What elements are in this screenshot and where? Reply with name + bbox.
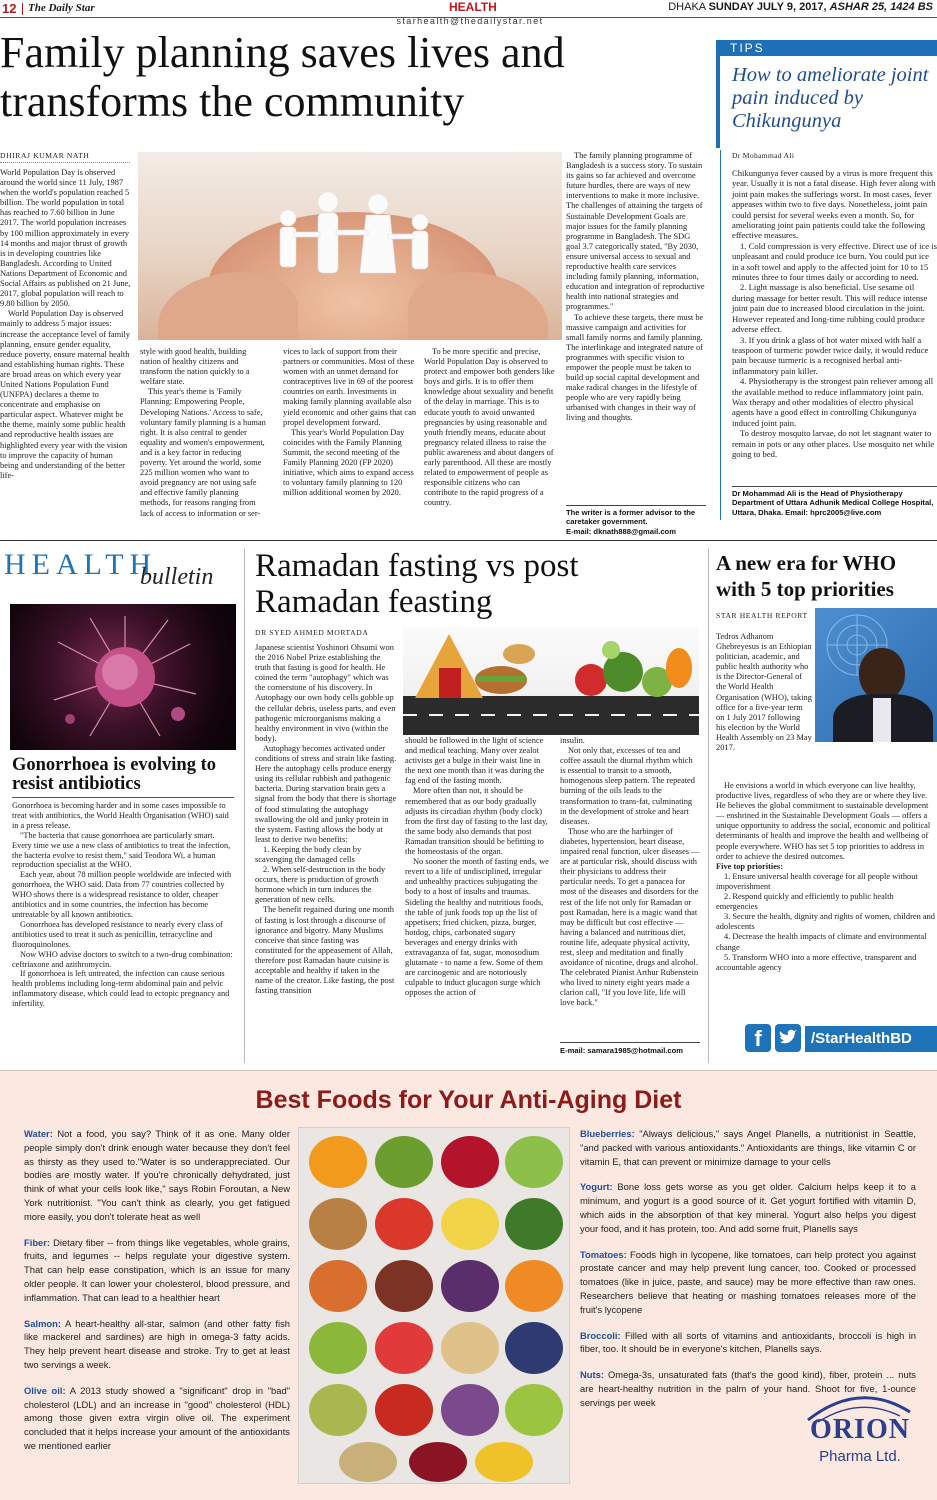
ramadan-paragraph: Japanese scientist Yoshinori Ohsumi won the 2016 Nobel Prize establishing the truth that fasting is good for health. He coined the term "autophagy" which was the cornerstone of his discovery. In Autophagy our own body cells gobble up the cellular debris, useless parts, and even pathogenic microorganisms making a healthy environment in vivo (within the body). <box>255 643 396 743</box>
sponsor-name: ORION <box>810 1414 910 1445</box>
social-handle[interactable]: /StarHealthBD <box>805 1026 937 1052</box>
hand-left <box>158 272 298 340</box>
food-key: Nuts: <box>580 1369 604 1381</box>
tips-body <box>732 168 937 459</box>
bulletin-logo <box>0 548 240 596</box>
lead-bio-text: The writer is a former advisor to the caretaker government. <box>566 508 696 527</box>
food-item-fiber <box>24 1236 290 1305</box>
food-key: Salmon: <box>24 1317 61 1329</box>
ramadan-paragraph: Not only that, excesses of tea and coffee assault the diurnal rhythm which is essential to transit to a smooth, homogenous sleep pattern. The repeated burning of the oils leads to the transformation to trans-fat, culminating in the development of stroke and heart diseases. <box>560 746 695 826</box>
tips-byline: Dr Mohammad Ali <box>732 151 795 160</box>
section-separator <box>0 540 937 541</box>
bowl-lentils <box>309 1260 367 1312</box>
bulletin-rule <box>12 797 234 798</box>
lead-paragraph: World Population Day is observed mainly to address 5 major issues: increase the acceptance level of family planning, ensure gender equality, reduce poverty, ensure maternal health and establishing human rights. These are broad areas on which every year United Nations Population Fund (UNFPA) declares a theme to concentrate and emphasise on particular aspect. Whatever might be the theme, mainly some public health and reproductive health issues are highlighted every year with the vision to improve the capacity of human being and understanding of the better life- <box>0 309 130 480</box>
ramadan-bio-rule <box>560 1042 700 1043</box>
who-body <box>716 781 937 973</box>
social-banner[interactable] <box>745 1024 937 1054</box>
lead-col-3 <box>283 347 417 498</box>
who-priority: 3. Secure the health, dignity and rights of women, children and adolescents <box>716 912 935 932</box>
bowl-greens <box>375 1136 433 1188</box>
sponsor-sub: Pharma Ltd. <box>819 1448 901 1465</box>
lead-paragraph: To be more specific and precise, World Population Day is observed to protect and empower both genders like boys and girls. It is to offer them knowledge about sexuality and benefit of the delay in marriage. This is to educate youth to avoid unwanted pregnancies by using reasonable and youth friendly means, educate about pregnancy related illness to raise the public awareness and about dangers of early parenthood. All these are mostly related to empowerment of people as responsible citizens who can contribute to the rapid progress of a country. <box>424 347 555 508</box>
lead-hero-image <box>138 152 562 340</box>
date-city: DHAKA <box>668 1 706 13</box>
lead-author-bio <box>566 508 706 536</box>
tips-title: How to ameliorate joint pain induced by Chikungunya <box>732 64 929 132</box>
dateline <box>668 1 933 13</box>
bulletin-paragraph: Now WHO advise doctors to switch to a two-drug combination: ceftriaxone and azithromycin. <box>12 949 233 969</box>
sponsor-logo <box>790 1390 930 1480</box>
lead-paragraph: vices to lack of support from their partners or communities. Most of these women with an unmet demand for contraceptives live in 69 of the poorest countries on earth. Investments in making family planning available also yield economic and other gains that can propel development forward. <box>283 347 417 427</box>
bowl-oranges <box>309 1136 367 1188</box>
ramadan-paragraph: insulin. <box>560 736 585 745</box>
lead-paragraph: To achieve these targets, there must be massive campaign and activities for small family norms and family planning. The interlinkage and integrated nature of programmes with specific vision to empower the people must be taken to build up social capital development and make radical changes in the lifestyle of people who are very rapidly being urbanised with changes in their way of living and thoughts. <box>566 312 704 423</box>
food-key: Blueberries: <box>580 1128 635 1139</box>
food-item-blueberries <box>580 1127 916 1168</box>
lead-headline: Family planning saves lives and transforms the community <box>0 28 565 126</box>
tips-box <box>716 30 937 150</box>
who-priority: 5. Transform WHO into a more effective, transparent and accountable agency <box>716 952 917 972</box>
date-main: SUNDAY JULY 9, 2017, <box>708 1 827 13</box>
tips-author-bio: Dr Mohammad Ali is the Head of Physiotherapy Department of Uttara Adhunik Medical College Hospital, Uttara, Dhaka. Email: hprc2005@live.com <box>732 489 934 517</box>
foods-right-column <box>580 1127 916 1422</box>
foods-headline: Best Foods for Your Anti-Aging Diet <box>255 1086 682 1114</box>
ramadan-byline: DR SYED AHMED MORTADA <box>255 628 369 637</box>
bacteria-icon <box>50 614 200 740</box>
paper-name: The Daily Star <box>28 2 95 14</box>
food-text: "Always delicious," says Angel Planells, a nutritionist in Seattle, "and packed with various antioxidants." Antioxidants are things, like vitamin C or vitamin E, that can prevent or minimize damage to your cells <box>580 1128 916 1167</box>
food-text: Filled with all sorts of vitamins and antioxidants, broccoli is high in fiber, too. It should be in everyone's kitchen, Planells says. <box>580 1329 916 1355</box>
bowl-kiwi <box>309 1322 367 1374</box>
tips-label-bar <box>716 40 937 56</box>
foods-left-column <box>24 1127 290 1465</box>
tips-paragraph: 1. Cold compression is very effective. Direct use of ice is unpleasant and could produce ice burn. You could put ice in a soft towel and apply to the affected joint for 10 to 15 minutes three to four times daily or according to need. <box>732 240 937 283</box>
ramadan-col-2 <box>405 736 551 998</box>
bowl-tomatoes <box>375 1198 433 1250</box>
who-paragraph: He envisions a world in which everyone can live healthy, productive lives, regardless of who they are or where they live. He believes the global commitment to sustainable development — enshrined in the Sustainable Development Goals — offers a unique opportunity to address the social, economic and political determinants of health and improve the health and wellbeing of people everywhere. WHO has set 5 top priorities to address in order to achieve the desired outcomes. <box>716 781 931 861</box>
tips-paragraph: 4. Physiotherapy is the strongest pain reliever among all the available method to reduce inflammatory joint pain. Wax therapy and other modalities of electro physical agents have a good effect in controlling Chikungunya induced joint pain. <box>732 376 934 428</box>
page-number: 12 <box>2 1 17 16</box>
bowl-pepper <box>375 1384 433 1436</box>
bulletin-headline: Gonorrhoea is evolving to resist antibiotics <box>12 755 217 794</box>
lead-byline: DHIRAJ KUMAR NATH <box>0 151 130 163</box>
food-text: Bone loss gets worse as you get older. Calcium helps keep it to a minimum, and yogurt is a good source of it. Get yogurt fortified with vitamin D, which aids in the absorption of that key mineral. Yogurt also helps you digest your food, and it has protein, too. And add some fruit, Planells says <box>580 1181 916 1234</box>
bulletin-health-word: HEALTH <box>4 548 158 581</box>
bowl-apple <box>505 1384 563 1436</box>
tips-paragraph: 3. If you drink a glass of hot water mixed with half a teaspoon of turmeric powder twice daily, it would reduce pain because turmeric is a recognised herbal anti-inflammatory pain killer. <box>732 334 929 376</box>
ramadan-paragraph: should be followed in the light of science and medical teaching. Many over zealot activists get a bulge in their waist line in the next one month than it was during the fag end of the fasting month. <box>405 736 545 786</box>
tips-label: TIPS <box>730 41 765 55</box>
food-key: Fiber: <box>24 1236 51 1248</box>
who-priority: 1. Ensure universal health coverage for all people without impoverishment <box>716 871 918 891</box>
lead-paragraph: style with good health, building nation of healthy citizens and transform the nation quickly to a welfare state. <box>140 347 250 387</box>
food-item-olive-oil <box>24 1384 290 1453</box>
food-key: Broccoli: <box>580 1329 621 1341</box>
ramadan-paragraph: 1. Keeping the body clean by scavenging the damaged cells <box>255 844 362 864</box>
tips-paragraph: 2. Light massage is also beneficial. Use sesame oil during massage for better result. This will reduce intense joint pain due to increased blood circulation in the joint. However repeated and long-time rubbing could produce adverse effect. <box>732 282 928 335</box>
who-byline: STAR HEALTH REPORT <box>716 611 808 620</box>
food-key: Water: <box>24 1128 53 1139</box>
feast-vs-fast-image <box>403 626 699 735</box>
family-figures-icon <box>248 172 458 282</box>
junk-food-icon <box>409 628 539 702</box>
lead-col-2 <box>140 347 268 519</box>
bulletin-paragraph: Gonorrhoea is becoming harder and in some cases impossible to treat with antibiotics, the World Health Organisation (WHO) said in a press release. <box>12 801 229 830</box>
ramadan-paragraph: The benefit regained during one month of fasting is lost through a discourse of ignorance and bigotry. Many Muslims conceive that since fasting was constituted for the appeasement of Allah, therefore post Ramadan haute cuisine is acceptable and healthy if taken in the name of the creator. Like fasting, the post fasting transition <box>255 905 395 996</box>
bowl-peas <box>505 1136 563 1188</box>
food-text: A heart-healthy all-star, salmon (and other fatty fish like mackerel and sardines) are high in omega-3 fatty acids. They help prevent heart disease and stroke. Try to get at least two servings a week. <box>24 1317 290 1370</box>
food-key: Yogurt: <box>580 1181 613 1193</box>
food-text: A 2013 study showed a "significant" drop in "bad" cholesterol (LDL) and an increase in "good" cholesterol (HDL) among those given extra virgin olive oil. The experiment concluded that it helps increase your amount of the antioxidants we mentioned earlier <box>24 1384 291 1451</box>
tips-paragraph: To destroy mosquito larvae, do not let stagnant water to remain in pots or any other places. Use mosquito net while going to bed. <box>732 428 935 459</box>
ramadan-paragraph: 2. When self-destruction in the body occurs, there is production of growth hormone which in turn induces the generation of new cells. <box>255 865 386 905</box>
ramadan-col-3 <box>560 736 700 1009</box>
bowl-cherries <box>409 1442 467 1482</box>
bulletin-paragraph: Each year, about 78 million people worldwide are infected with gonorrhoea, the WHO said. Data from 77 countries collected by WHO shows there is a widespread resistance to older, cheaper antibiotics and in some countries, the infection has become untreatable by all known antibiotics. <box>12 870 232 919</box>
ramadan-author-email: E-mail: samara1985@hotmail.com <box>560 1046 684 1055</box>
hand-right <box>408 272 548 340</box>
bowl-grapes <box>441 1260 499 1312</box>
lead-paragraph: This year's World Population Day coincides with the Family Planning Summit, the second meeting of the Family Planning 2020 (FP 2020) initiative, which aims to expand access to voluntary family planning to 120 million additional women by 2020. <box>283 427 414 498</box>
column-rule <box>708 548 709 1063</box>
ramadan-paragraph: Autophagy becomes activated under conditions of stress and strain like fasting. Here the autophagy cells produce energy using its cellular rubbish and pathogenic bacteria. During starvation brain gets a signal from the body that there is shortage of food stimulating the autophagy swallowing the old and junky protein in the system. Fasting allows the body at least to derive two benefits: <box>255 743 397 844</box>
tips-paragraph: Chikungunya fever caused by a virus is more frequent this year. Usually it is not a fatal disease. High fever along with joint pain makes the sufferings worst. In most cases, fever appeases within two to five days. Nonetheless, joint pain could persist for several weeks even a month. So, for ameliorating joint pain patients could take the following effective measures. <box>732 168 936 241</box>
food-key: Olive oil: <box>24 1384 66 1396</box>
twitter-bird-icon <box>775 1024 801 1052</box>
vegetables-icon <box>571 632 695 704</box>
bowl-chickpeas <box>441 1322 499 1374</box>
tips-column-rule <box>720 150 721 520</box>
lead-paragraph: This year's theme is 'Family Planning: Empowering People, Developing Nations.' Access to safe, voluntary family planning is a human right. It is also central to gender equality and women's empowerment, and is a key factor in reducing poverty. Yet around the world, some 225 million women who want to avoid pregnancy are not using safe and effective family planning methods, for reasons ranging from lack of access to information or ser- <box>140 387 266 518</box>
who-priority: 2. Respond quickly and efficiently to public health emergencies <box>716 892 894 912</box>
lead-bio-email: E-mail: dknath888@gmail.com <box>566 526 676 536</box>
food-item-broccoli <box>580 1329 916 1357</box>
ramadan-paragraph: Those who are the harbinger of diabetes, hypertension, heart disease, impaired renal function, ulcer diseases — are at particular risk, should discuss with their physicians to address their particular needs. To get a panacea for most of the diseases and disorders for the rest of the life not only for Ramadan or post Ramadan, here is a magic wand that may be difficult but cost effective — having a balanced and nutritious diet, routine life, adequate physical activity, rest, sleep and meditation and finally avoidance of nicotine, drugs and alcohol. The celebrated Pianist Arthur Rubenstein who lived to ninety eight years made a clarion call, "If you love life, life will love back." <box>560 826 700 1008</box>
food-text: Dietary fiber -- from things like vegetables, whole grains, fruits, and legumes -- helps regulate your digestive system. That can help ease constipation, which is an issue for many older people. It can lower your cholesterol, blood pressure, and inflammation. That can lead to a healthier heart <box>24 1236 290 1303</box>
who-portrait <box>815 608 937 742</box>
bowl-corn <box>475 1442 533 1482</box>
portrait-head <box>859 648 905 700</box>
bowl-berries <box>441 1136 499 1188</box>
bulletin-body <box>12 801 236 1009</box>
who-priority: 4. Decrease the health impacts of climate and environmental change <box>716 932 927 952</box>
food-item-salmon <box>24 1317 290 1372</box>
ramadan-headline: Ramadan fasting vs post Ramadan feasting <box>255 548 579 620</box>
date-bangla: ASHAR 25, 1424 BS <box>829 1 933 13</box>
heart-bowls-image <box>298 1127 570 1484</box>
food-item-tomatoes <box>580 1248 916 1317</box>
section-email: starhealth@thedailystar.net <box>396 16 544 26</box>
lead-paragraph: The family planning programme of Bangladesh is a success story. To sustain its gains so far achieved and overcome future hurdles, there are ways of new interventions to make it more inclusive. The challenges of attaining the targets of Sustainable Development Goals are major issues for the family planning programme in Bangladesh. The SDG goal 3.7 categorically stated, "By 2030, ensure universal access to sexual and reproductive health care services including family planning, information, education and integration of reproductive health into national strategies and programmes." <box>566 151 705 312</box>
tips-bio-rule <box>732 486 937 487</box>
lead-col-1 <box>0 168 131 481</box>
food-text: Not a food, you say? Think of it as one. Many older people simply don't drink enough water because they don't feel as thirsty as they used to."Water is so underappreciated. Our bodies are mostly water. If you're chronically dehydrated, just think of what your cells look like," says Robin Foroutan, a New York nutritionist. "You can't think as clearly, you get fatigued more easily, you don't tolerate heat as well <box>24 1128 290 1222</box>
food-item-water <box>24 1127 290 1224</box>
lead-paragraph: World Population Day is observed around the world since 11 July, 1987 when the world's population reached 5 billion. The world population in total has reached to 7.60 billion in June 2017. The world population increases by 100 million approximately in every 14 months and major thrust of growth is in developing countries like Bangladesh. According to United Nations Department of Economic and Social Affairs as published on 21 June, 2017, global population will reach to 9.80 billion by 2050. <box>0 168 131 309</box>
ramadan-paragraph: No sooner the month of fasting ends, we revert to a life of undisciplined, irregular and unhealthy practices subjugating the body to a host of insults and traumas. Sideling the healthy and nutritious foods, the table of junk foods top up the list of appetisers; fried chicken, pizza, burger, hotdog, chips, carbonated sugary beverages and energy drinks with extravaganza of fat, sugar, monosodium glutamate - to name a few. Some of them are carcinogenic and are notoriously culpable to induct glucagon surge which opposes the action of <box>405 857 549 998</box>
facebook-icon[interactable]: f <box>745 1024 771 1052</box>
bulletin-paragraph: "The bacteria that cause gonorrhoea are particularly smart. Every time we use a new class of antibiotics to treat the infection, the bacteria evolve to resist them," said Teodora Wi, a human reproduction specialist at the WHO. <box>12 830 231 870</box>
bacteria-image <box>10 604 236 750</box>
bowl-beans <box>375 1260 433 1312</box>
bowl-cabbage <box>441 1384 499 1436</box>
lead-bio-rule <box>566 505 706 506</box>
bulletin-paragraph: Gonorrhoea has developed resistance to nearly every class of antibiotics used to treat it such as penicillin, tetracycline and fluoroquinolones. <box>12 919 223 949</box>
food-text: Omega-3s, unsaturated fats (that's the good kind), fiber, protein ... nuts are heart-healthy nutrition in the palm of your hand. Shoot for five, 1-ounce servings per week <box>580 1369 916 1408</box>
food-text: Foods high in lycopene, like tomatoes, can help protect you against prostate cancer and may help prevent lung cancer, too. Cooked or processed tomatoes (like in juice, paste, and sauce) may be more effective than raw ones. Researchers believe that heating or mashing tomatoes releases more of the fruit's lycopene <box>580 1248 916 1315</box>
bowl-blueberries <box>505 1322 563 1374</box>
bowl-lemon <box>441 1198 499 1250</box>
lead-col-5 <box>566 151 706 424</box>
road-line <box>403 714 699 716</box>
bowl-nuts <box>309 1198 367 1250</box>
bowl-strawberry <box>375 1322 433 1374</box>
bowl-avocado <box>309 1384 367 1436</box>
who-intro: Tedros Adhanom Ghebreyesus is an Ethiopian politician, academic, and public health authority who is the Director-General of the World Health Organisation (WHO), taking office for a five-year term on 1 July 2017 following his election by the World Health Assembly on 23 May 2017. <box>716 632 812 753</box>
section-name: HEALTH <box>449 0 497 14</box>
bulletin-word: bulletin <box>140 564 214 590</box>
column-rule <box>244 548 245 1063</box>
bulletin-paragraph: If gonorrhoea is left untreated, the infection can cause serious health problems including long-term abdominal pain and pelvic inflammatory disease, which could lead to ectopic pregnancy and infertility. <box>12 969 230 1009</box>
bowl-seeds <box>339 1442 397 1482</box>
who-priorities-label: Five top priorities: <box>716 861 783 871</box>
ramadan-paragraph: More often than not, it should be remembered that as our body gradually adjusts its circadian rhythm (body clock) from the first day of fasting to the last day, the same body also demands that post Ramadan transition should be befitting to the homeostasis of the organ. <box>405 786 548 857</box>
bowl-broccoli <box>505 1198 563 1250</box>
portrait-shirt <box>873 698 891 742</box>
twitter-icon[interactable] <box>775 1024 801 1052</box>
divider <box>22 3 23 15</box>
lead-col-4 <box>424 347 556 509</box>
tips-accent-line <box>716 56 720 148</box>
who-headline: A new era for WHO with 5 top priorities <box>716 551 897 601</box>
bowl-carrots <box>505 1260 563 1312</box>
food-key: Tomatoes: <box>580 1248 627 1260</box>
food-item-yogurt <box>580 1180 916 1235</box>
ramadan-col-1 <box>255 643 397 996</box>
